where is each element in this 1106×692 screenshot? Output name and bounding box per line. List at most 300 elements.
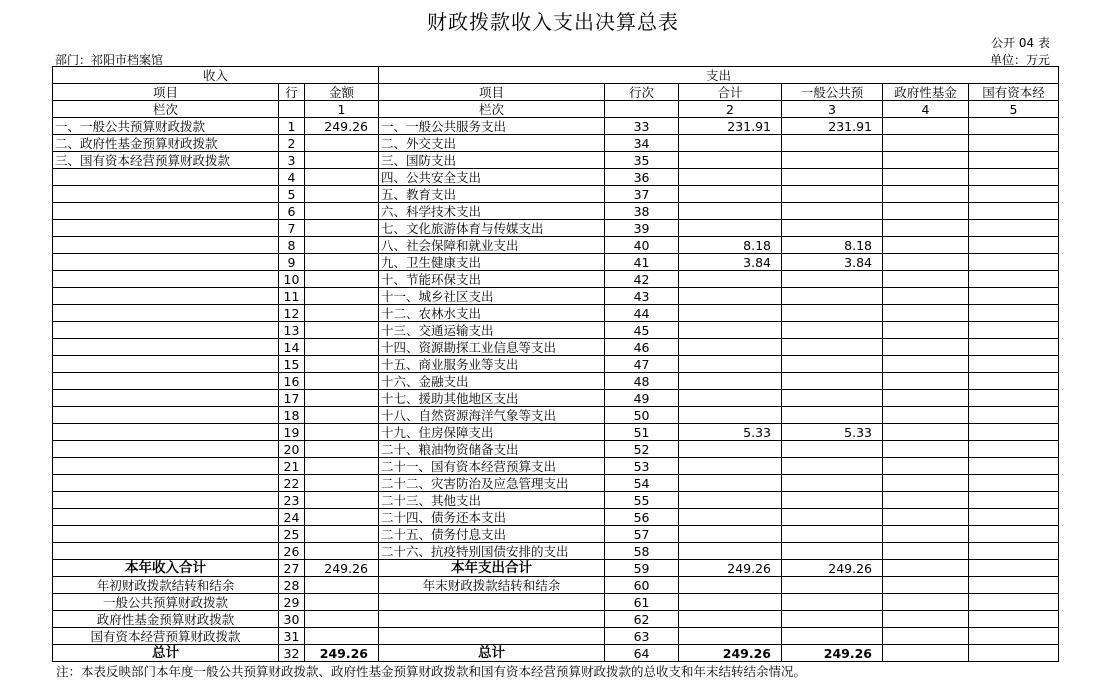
cell-out-item: 二、外交支出 bbox=[379, 135, 605, 152]
cell-in-item bbox=[53, 186, 279, 203]
cell-in-amount bbox=[305, 169, 379, 186]
empty-cell bbox=[379, 594, 605, 611]
cell-in-amount bbox=[305, 339, 379, 356]
cell-general bbox=[782, 526, 883, 543]
cell-in-item bbox=[53, 254, 279, 271]
empty-cell bbox=[883, 186, 969, 203]
cell-in-amount bbox=[305, 441, 379, 458]
cell-out-line: 44 bbox=[605, 305, 679, 322]
begin-carry-line: 28 bbox=[279, 577, 305, 594]
sub3-out-line: 63 bbox=[605, 628, 679, 645]
empty-cell bbox=[883, 390, 969, 407]
cell-in-item bbox=[53, 458, 279, 475]
col-index-1: 1 bbox=[305, 101, 379, 118]
cell-in-item bbox=[53, 475, 279, 492]
cell-in-item bbox=[53, 492, 279, 509]
sub1-label: 一般公共预算财政拨款 bbox=[53, 594, 279, 611]
empty-cell bbox=[969, 288, 1059, 305]
empty-cell bbox=[883, 441, 969, 458]
expense-item-header: 项目 bbox=[379, 84, 605, 101]
cell-in-item bbox=[53, 356, 279, 373]
cell-out-line: 38 bbox=[605, 203, 679, 220]
cell-total bbox=[679, 186, 782, 203]
empty-cell bbox=[883, 424, 969, 441]
empty-cell bbox=[883, 577, 969, 594]
cell-out-item: 十七、援助其他地区支出 bbox=[379, 390, 605, 407]
empty-cell bbox=[782, 577, 883, 594]
empty-cell bbox=[969, 390, 1059, 407]
empty-cell bbox=[782, 594, 883, 611]
cell-out-item: 二十五、债务付息支出 bbox=[379, 526, 605, 543]
table-row bbox=[53, 118, 1059, 135]
cell-in-line: 2 bbox=[279, 135, 305, 152]
cell-in-line: 24 bbox=[279, 509, 305, 526]
empty-cell bbox=[679, 577, 782, 594]
cell-in-item bbox=[53, 543, 279, 560]
sub1-out-line: 61 bbox=[605, 594, 679, 611]
cell-in-line: 8 bbox=[279, 237, 305, 254]
grand-out-line: 64 bbox=[605, 645, 679, 662]
sub2-line: 30 bbox=[279, 611, 305, 628]
cell-in-amount bbox=[305, 271, 379, 288]
empty-cell bbox=[969, 339, 1059, 356]
cell-in-amount: 249.26 bbox=[305, 118, 379, 135]
income-amount-header: 金额 bbox=[305, 84, 379, 101]
empty-cell bbox=[969, 475, 1059, 492]
sub1-line: 29 bbox=[279, 594, 305, 611]
end-carry-line: 60 bbox=[605, 577, 679, 594]
department-label: 部门：祁阳市档案馆 bbox=[55, 53, 164, 67]
cell-in-line: 1 bbox=[279, 118, 305, 135]
cell-out-item: 十五、商业服务业等支出 bbox=[379, 356, 605, 373]
cell-in-item bbox=[53, 220, 279, 237]
col-index-5: 5 bbox=[969, 101, 1059, 118]
table-row bbox=[53, 356, 1059, 373]
empty-cell bbox=[969, 560, 1059, 577]
cell-in-line: 20 bbox=[279, 441, 305, 458]
grand-total-row bbox=[53, 645, 1059, 662]
cell-in-item bbox=[53, 424, 279, 441]
cell-in-line: 19 bbox=[279, 424, 305, 441]
annual-income-line: 27 bbox=[279, 560, 305, 577]
cell-out-item: 九、卫生健康支出 bbox=[379, 254, 605, 271]
empty-cell bbox=[883, 645, 969, 662]
empty-cell bbox=[883, 135, 969, 152]
empty-cell bbox=[969, 492, 1059, 509]
end-carry-label: 年末财政拨款结转和结余 bbox=[379, 577, 605, 594]
empty-cell bbox=[883, 237, 969, 254]
cell-general bbox=[782, 135, 883, 152]
cell-in-amount bbox=[305, 220, 379, 237]
cell-in-item bbox=[53, 509, 279, 526]
cell-total bbox=[679, 373, 782, 390]
cell-general bbox=[782, 322, 883, 339]
table-row bbox=[53, 237, 1059, 254]
cell-general bbox=[782, 186, 883, 203]
empty-cell bbox=[605, 101, 679, 118]
cell-out-line: 56 bbox=[605, 509, 679, 526]
cell-total bbox=[679, 475, 782, 492]
empty-cell bbox=[969, 441, 1059, 458]
table-row bbox=[53, 543, 1059, 560]
form-code: 公开 04 表 bbox=[991, 36, 1050, 50]
empty-cell bbox=[969, 373, 1059, 390]
header-row-columns bbox=[53, 84, 1059, 101]
cell-out-line: 36 bbox=[605, 169, 679, 186]
cell-in-line: 6 bbox=[279, 203, 305, 220]
empty-cell bbox=[969, 169, 1059, 186]
cell-in-line: 12 bbox=[279, 305, 305, 322]
cell-out-line: 58 bbox=[605, 543, 679, 560]
cell-in-line: 3 bbox=[279, 152, 305, 169]
sub2-out-line: 62 bbox=[605, 611, 679, 628]
expense-statecap-header: 国有资本经 bbox=[969, 84, 1059, 101]
empty-cell bbox=[305, 611, 379, 628]
carryover-sub-row bbox=[53, 594, 1059, 611]
income-line-header: 行 bbox=[279, 84, 305, 101]
cell-out-line: 41 bbox=[605, 254, 679, 271]
empty-cell bbox=[883, 152, 969, 169]
cell-in-amount bbox=[305, 407, 379, 424]
expense-line-header: 行次 bbox=[605, 84, 679, 101]
cell-total: 5.33 bbox=[679, 424, 782, 441]
cell-in-item bbox=[53, 203, 279, 220]
cell-out-line: 39 bbox=[605, 220, 679, 237]
cell-out-line: 45 bbox=[605, 322, 679, 339]
cell-in-line: 4 bbox=[279, 169, 305, 186]
cell-total: 3.84 bbox=[679, 254, 782, 271]
cell-out-line: 47 bbox=[605, 356, 679, 373]
cell-out-item: 十六、金融支出 bbox=[379, 373, 605, 390]
empty-cell bbox=[969, 305, 1059, 322]
cell-in-amount bbox=[305, 152, 379, 169]
cell-in-amount bbox=[305, 475, 379, 492]
empty-cell bbox=[969, 628, 1059, 645]
table-row bbox=[53, 271, 1059, 288]
cell-in-amount bbox=[305, 288, 379, 305]
fiscal-table bbox=[52, 66, 1059, 662]
cell-total bbox=[679, 390, 782, 407]
expense-general-header: 一般公共预 bbox=[782, 84, 883, 101]
empty-cell bbox=[969, 135, 1059, 152]
cell-general: 5.33 bbox=[782, 424, 883, 441]
page-title: 财政拨款收入支出决算总表 bbox=[427, 10, 679, 34]
sub3-line: 31 bbox=[279, 628, 305, 645]
cell-in-item bbox=[53, 441, 279, 458]
cell-in-amount bbox=[305, 356, 379, 373]
table-row bbox=[53, 135, 1059, 152]
cell-total bbox=[679, 220, 782, 237]
empty-cell bbox=[883, 543, 969, 560]
table-row bbox=[53, 441, 1059, 458]
cell-in-line: 17 bbox=[279, 390, 305, 407]
cell-out-line: 49 bbox=[605, 390, 679, 407]
empty-cell bbox=[883, 305, 969, 322]
cell-total bbox=[679, 441, 782, 458]
cell-in-line: 10 bbox=[279, 271, 305, 288]
table-row bbox=[53, 526, 1059, 543]
cell-in-item bbox=[53, 526, 279, 543]
cell-in-amount bbox=[305, 492, 379, 509]
cell-in-line: 16 bbox=[279, 373, 305, 390]
cell-general bbox=[782, 543, 883, 560]
annual-income-amount: 249.26 bbox=[305, 560, 379, 577]
cell-in-item: 二、政府性基金预算财政拨款 bbox=[53, 135, 279, 152]
header-row-index bbox=[53, 101, 1059, 118]
cell-out-line: 50 bbox=[605, 407, 679, 424]
carryover-sub-row bbox=[53, 628, 1059, 645]
cell-in-amount bbox=[305, 526, 379, 543]
cell-out-item: 十一、城乡社区支出 bbox=[379, 288, 605, 305]
empty-cell bbox=[883, 458, 969, 475]
cell-total bbox=[679, 543, 782, 560]
empty-cell bbox=[782, 611, 883, 628]
table-row bbox=[53, 509, 1059, 526]
cell-out-item: 二十六、抗疫特别国债安排的支出 bbox=[379, 543, 605, 560]
empty-cell bbox=[883, 611, 969, 628]
expense-govfund-header: 政府性基金 bbox=[883, 84, 969, 101]
table-row bbox=[53, 492, 1059, 509]
cell-in-item bbox=[53, 305, 279, 322]
cell-total bbox=[679, 203, 782, 220]
cell-out-line: 34 bbox=[605, 135, 679, 152]
cell-out-line: 43 bbox=[605, 288, 679, 305]
empty-cell bbox=[969, 220, 1059, 237]
cell-out-item: 二十二、灾害防治及应急管理支出 bbox=[379, 475, 605, 492]
annual-expense-label: 本年支出合计 bbox=[379, 560, 605, 577]
income-header: 收入 bbox=[53, 67, 379, 84]
cell-out-line: 33 bbox=[605, 118, 679, 135]
cell-general bbox=[782, 203, 883, 220]
table-row bbox=[53, 169, 1059, 186]
grand-label: 总计 bbox=[53, 645, 279, 662]
table-row bbox=[53, 186, 1059, 203]
footnote: 注：本表反映部门本年度一般公共预算财政拨款、政府性基金预算财政拨款和国有资本经营预算财政拨款的总收支和年末结转结余情况。 bbox=[56, 664, 807, 679]
empty-cell bbox=[883, 339, 969, 356]
annual-expense-line: 59 bbox=[605, 560, 679, 577]
cell-in-amount bbox=[305, 186, 379, 203]
cell-in-line: 11 bbox=[279, 288, 305, 305]
cell-out-item: 一、一般公共服务支出 bbox=[379, 118, 605, 135]
cell-in-item bbox=[53, 373, 279, 390]
empty-cell bbox=[969, 254, 1059, 271]
empty-cell bbox=[883, 594, 969, 611]
table-row bbox=[53, 203, 1059, 220]
cell-in-line: 23 bbox=[279, 492, 305, 509]
cell-in-item: 一、一般公共预算财政拨款 bbox=[53, 118, 279, 135]
cell-out-item: 十三、交通运输支出 bbox=[379, 322, 605, 339]
empty-cell bbox=[969, 594, 1059, 611]
cell-in-amount bbox=[305, 373, 379, 390]
cell-general bbox=[782, 492, 883, 509]
cell-in-item bbox=[53, 407, 279, 424]
cell-out-item: 十四、资源勘探工业信息等支出 bbox=[379, 339, 605, 356]
empty-cell bbox=[969, 509, 1059, 526]
cell-out-line: 57 bbox=[605, 526, 679, 543]
cell-in-amount bbox=[305, 424, 379, 441]
table-row bbox=[53, 407, 1059, 424]
cell-general bbox=[782, 305, 883, 322]
empty-cell bbox=[883, 169, 969, 186]
cell-general bbox=[782, 373, 883, 390]
cell-out-item: 五、教育支出 bbox=[379, 186, 605, 203]
cell-out-item: 十八、自然资源海洋气象等支出 bbox=[379, 407, 605, 424]
cell-total bbox=[679, 271, 782, 288]
cell-in-amount bbox=[305, 203, 379, 220]
empty-cell bbox=[969, 356, 1059, 373]
cell-out-line: 42 bbox=[605, 271, 679, 288]
sub2-label: 政府性基金预算财政拨款 bbox=[53, 611, 279, 628]
empty-cell bbox=[883, 560, 969, 577]
sub3-label: 国有资本经营预算财政拨款 bbox=[53, 628, 279, 645]
cell-in-line: 26 bbox=[279, 543, 305, 560]
cell-total bbox=[679, 339, 782, 356]
cell-in-amount bbox=[305, 390, 379, 407]
cell-out-item: 二十三、其他支出 bbox=[379, 492, 605, 509]
cell-total bbox=[679, 458, 782, 475]
cell-general bbox=[782, 220, 883, 237]
cell-general bbox=[782, 509, 883, 526]
grand-out-general: 249.26 bbox=[782, 645, 883, 662]
empty-cell bbox=[782, 628, 883, 645]
annual-income-label: 本年收入合计 bbox=[53, 560, 279, 577]
empty-cell bbox=[679, 628, 782, 645]
cell-general bbox=[782, 339, 883, 356]
table-row bbox=[53, 390, 1059, 407]
empty-cell bbox=[969, 152, 1059, 169]
cell-in-amount bbox=[305, 305, 379, 322]
empty-cell bbox=[969, 118, 1059, 135]
cell-out-item: 十二、农林水支出 bbox=[379, 305, 605, 322]
cell-general bbox=[782, 356, 883, 373]
cell-out-item: 六、科学技术支出 bbox=[379, 203, 605, 220]
col-index-4: 4 bbox=[883, 101, 969, 118]
empty-cell bbox=[305, 594, 379, 611]
cell-in-line: 7 bbox=[279, 220, 305, 237]
cell-general: 3.84 bbox=[782, 254, 883, 271]
cell-out-item: 四、公共安全支出 bbox=[379, 169, 605, 186]
cell-out-line: 35 bbox=[605, 152, 679, 169]
annual-total-row bbox=[53, 560, 1059, 577]
table-row bbox=[53, 152, 1059, 169]
empty-cell bbox=[969, 543, 1059, 560]
empty-cell bbox=[969, 611, 1059, 628]
empty-cell bbox=[679, 611, 782, 628]
begin-carry-label: 年初财政拨款结转和结余 bbox=[53, 577, 279, 594]
cell-total bbox=[679, 169, 782, 186]
cell-out-line: 55 bbox=[605, 492, 679, 509]
expense-header: 支出 bbox=[379, 67, 1059, 84]
cell-total bbox=[679, 492, 782, 509]
cell-out-line: 54 bbox=[605, 475, 679, 492]
empty-cell bbox=[969, 424, 1059, 441]
empty-cell bbox=[279, 101, 305, 118]
expense-column-label: 栏次 bbox=[379, 101, 605, 118]
cell-total: 231.91 bbox=[679, 118, 782, 135]
cell-in-item bbox=[53, 237, 279, 254]
unit-label: 单位：万元 bbox=[989, 53, 1050, 67]
cell-in-amount bbox=[305, 509, 379, 526]
cell-general bbox=[782, 390, 883, 407]
empty-cell bbox=[883, 322, 969, 339]
table-row bbox=[53, 288, 1059, 305]
cell-total bbox=[679, 288, 782, 305]
empty-cell bbox=[969, 322, 1059, 339]
cell-total bbox=[679, 509, 782, 526]
annual-expense-general: 249.26 bbox=[782, 560, 883, 577]
empty-cell bbox=[379, 611, 605, 628]
carryover-row bbox=[53, 577, 1059, 594]
cell-in-line: 5 bbox=[279, 186, 305, 203]
empty-cell bbox=[883, 475, 969, 492]
empty-cell bbox=[883, 509, 969, 526]
cell-out-item: 十九、住房保障支出 bbox=[379, 424, 605, 441]
table-row bbox=[53, 220, 1059, 237]
table-row bbox=[53, 322, 1059, 339]
cell-in-item bbox=[53, 322, 279, 339]
cell-in-line: 22 bbox=[279, 475, 305, 492]
table-row bbox=[53, 458, 1059, 475]
cell-out-line: 51 bbox=[605, 424, 679, 441]
cell-in-line: 13 bbox=[279, 322, 305, 339]
cell-in-line: 21 bbox=[279, 458, 305, 475]
cell-total bbox=[679, 305, 782, 322]
empty-cell bbox=[969, 458, 1059, 475]
cell-out-item: 十、节能环保支出 bbox=[379, 271, 605, 288]
table-row bbox=[53, 373, 1059, 390]
cell-in-line: 15 bbox=[279, 356, 305, 373]
empty-cell bbox=[883, 254, 969, 271]
table-row bbox=[53, 254, 1059, 271]
cell-general bbox=[782, 441, 883, 458]
grand-out-total: 249.26 bbox=[679, 645, 782, 662]
col-index-3: 3 bbox=[782, 101, 883, 118]
annual-expense-total: 249.26 bbox=[679, 560, 782, 577]
cell-in-line: 14 bbox=[279, 339, 305, 356]
cell-out-line: 46 bbox=[605, 339, 679, 356]
empty-cell bbox=[883, 492, 969, 509]
empty-cell bbox=[969, 577, 1059, 594]
table-row bbox=[53, 424, 1059, 441]
empty-cell bbox=[679, 594, 782, 611]
cell-general bbox=[782, 475, 883, 492]
cell-in-item bbox=[53, 169, 279, 186]
cell-in-amount bbox=[305, 458, 379, 475]
cell-in-amount bbox=[305, 322, 379, 339]
cell-out-item: 八、社会保障和就业支出 bbox=[379, 237, 605, 254]
empty-cell bbox=[883, 271, 969, 288]
empty-cell bbox=[379, 628, 605, 645]
empty-cell bbox=[883, 203, 969, 220]
cell-total bbox=[679, 135, 782, 152]
cell-out-line: 53 bbox=[605, 458, 679, 475]
cell-general bbox=[782, 458, 883, 475]
carryover-sub-row bbox=[53, 611, 1059, 628]
cell-general bbox=[782, 288, 883, 305]
cell-total bbox=[679, 407, 782, 424]
cell-in-amount bbox=[305, 543, 379, 560]
expense-total-header: 合计 bbox=[679, 84, 782, 101]
cell-general bbox=[782, 271, 883, 288]
grand-amount: 249.26 bbox=[305, 645, 379, 662]
cell-in-line: 18 bbox=[279, 407, 305, 424]
empty-cell bbox=[969, 203, 1059, 220]
cell-total bbox=[679, 152, 782, 169]
grand-out-label: 总计 bbox=[379, 645, 605, 662]
empty-cell bbox=[883, 118, 969, 135]
cell-in-amount bbox=[305, 237, 379, 254]
cell-total bbox=[679, 356, 782, 373]
